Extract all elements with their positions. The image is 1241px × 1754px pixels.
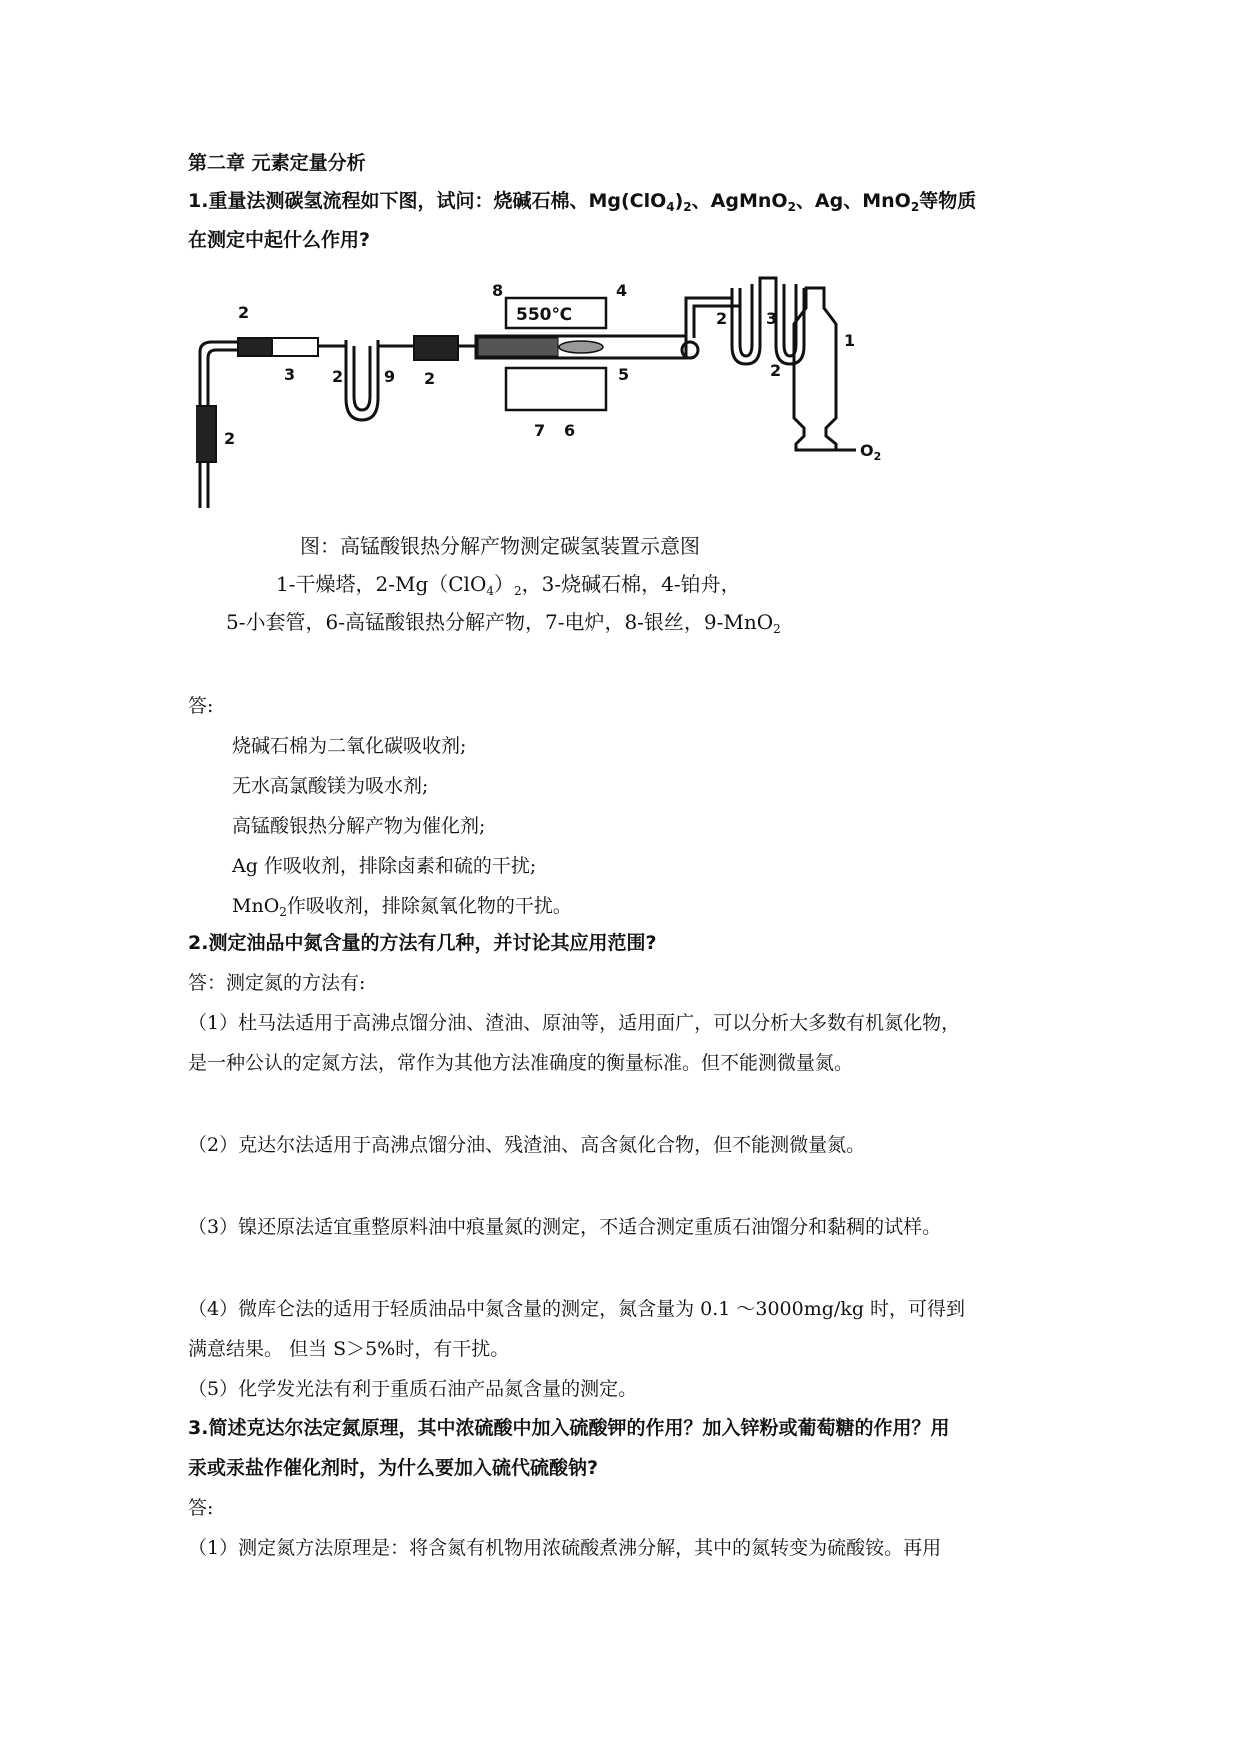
answer-2-item-3: （3）镍还原法适宜重整原料油中痕量氮的测定，不适合测定重质石油馏分和黏稠的试样。 bbox=[188, 1216, 942, 1238]
q1-sub-1: 4 bbox=[666, 200, 675, 214]
question-1-line-2: 在测定中起什么作用? bbox=[188, 229, 371, 251]
q1-sub-3: 2 bbox=[787, 200, 796, 214]
answer-2-item-1-line-2: 是一种公认的定氮方法，常作为其他方法准确度的衡量标准。但不能测微量氮。 bbox=[188, 1052, 854, 1074]
temperature-label: 550℃ bbox=[516, 305, 573, 325]
question-3-title-line-1: 3.简述克达尔法定氮原理，其中浓硫酸中加入硫酸钾的作用？加入锌粉或葡萄糖的作用？用 bbox=[188, 1417, 950, 1439]
answer-2-intro: 答：测定氮的方法有: bbox=[188, 972, 366, 994]
figure-legend-line-2: 5-小套管，6-高锰酸银热分解产物，7-电炉，8-银丝，9-MnO$_2$ bbox=[226, 610, 781, 636]
chapter-title: 第二章 元素定量分析 bbox=[188, 152, 366, 174]
label-1: 1 bbox=[844, 331, 856, 350]
answer-1-line-2: 无水高氯酸镁为吸水剂; bbox=[232, 775, 429, 797]
label-6: 6 bbox=[564, 421, 576, 440]
answer-3-item-1: （1）测定氮方法原理是：将含氮有机物用浓硫酸煮沸分解，其中的氮转变为硫酸铵。再用 bbox=[188, 1537, 942, 1559]
q1-sub-2: 2 bbox=[683, 200, 692, 214]
label-2-right: 2 bbox=[716, 309, 728, 328]
answer-1-line-4: Ag 作吸收剂，排除卤素和硫的干扰; bbox=[232, 855, 537, 877]
answer-3-label: 答: bbox=[188, 1497, 214, 1519]
label-8: 8 bbox=[492, 281, 504, 300]
answer-2-item-1-line-1: （1）杜马法适用于高沸点馏分油、渣油、原油等，适用面广，可以分析大多数有机氮化物， bbox=[188, 1012, 961, 1034]
label-2-utube: 2 bbox=[332, 367, 344, 386]
question-3-title-line-2: 汞或汞盐作催化剂时，为什么要加入硫代硫酸钠? bbox=[188, 1457, 599, 1479]
label-2-mid: 2 bbox=[424, 369, 436, 388]
q1-text-d: 、Ag、MnO bbox=[795, 190, 911, 212]
answer-2-item-4-line-1: （4）微库仑法的适用于轻质油品中氮含量的测定，氮含量为 0.1 ～3000mg/kg 时，可得到 bbox=[188, 1298, 966, 1320]
label-3-left: 3 bbox=[284, 365, 296, 384]
question-2-title: 2.测定油品中氮含量的方法有几种，并讨论其应用范围? bbox=[188, 932, 657, 954]
figure-caption: 图：高锰酸银热分解产物测定碳氢装置示意图 bbox=[300, 534, 700, 558]
answer-1-line-1: 烧碱石棉为二氧化碳吸收剂; bbox=[232, 735, 467, 757]
answer-1-line-3: 高锰酸银热分解产物为催化剂; bbox=[232, 815, 486, 837]
q1-text-e: 等物质 bbox=[919, 190, 977, 212]
answer-2-item-4-line-2: 满意结果。 但当 S＞5%时，有干扰。 bbox=[188, 1338, 510, 1360]
answer-2-item-5: （5）化学发光法有利于重质石油产品氮含量的测定。 bbox=[188, 1378, 638, 1400]
question-1-line-1 bbox=[188, 189, 976, 213]
answer-1-line-5: MnO$_2$作吸收剂，排除氮氧化物的干扰。 bbox=[232, 895, 572, 919]
label-4: 4 bbox=[616, 281, 628, 300]
label-2-right-bottom: 2 bbox=[770, 361, 782, 380]
label-o2: $O_2$ bbox=[860, 441, 882, 463]
q1-text-c: 、AgMnO bbox=[691, 190, 788, 212]
label-3-right: 3 bbox=[766, 309, 778, 328]
q1-text-a: 1.重量法测碳氢流程如下图，试问：烧碱石棉、Mg(ClO bbox=[188, 190, 667, 212]
answer-2-item-2: （2）克达尔法适用于高沸点馏分油、残渣油、高含氮化合物，但不能测微量氮。 bbox=[188, 1134, 866, 1156]
figure-legend-line-1: 1-干燥塔，$2-Mg(ClO_4)_2$，3-烧碱石棉，4-铂舟， bbox=[276, 572, 741, 598]
answer-1-label: 答: bbox=[188, 695, 214, 717]
label-9: 9 bbox=[384, 367, 396, 386]
label-5: 5 bbox=[618, 365, 630, 384]
label-7: 7 bbox=[534, 421, 546, 440]
label-2-left: 2 bbox=[224, 429, 236, 448]
q1-text-b: ) bbox=[674, 190, 684, 212]
label-2-top-left: 2 bbox=[238, 303, 250, 322]
apparatus-diagram bbox=[196, 268, 996, 518]
q1-sub-4: 2 bbox=[910, 200, 920, 214]
